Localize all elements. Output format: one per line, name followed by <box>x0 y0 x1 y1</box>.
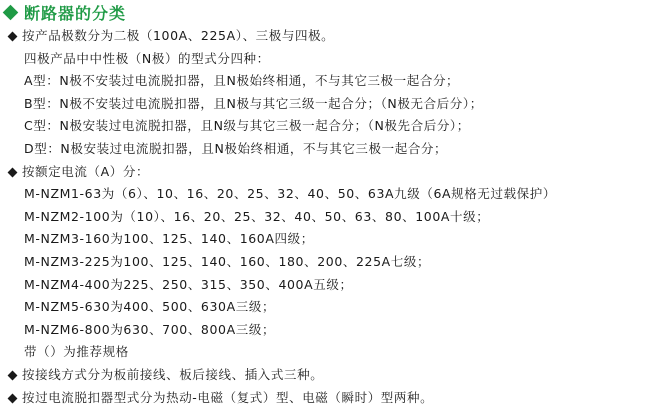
list-item <box>0 228 650 251</box>
list-item <box>0 48 650 71</box>
list-item-text: 四极产品中中性极（N极）的型式分四种： <box>24 51 270 66</box>
list-item <box>0 341 650 364</box>
bullet-diamond-icon <box>8 370 18 380</box>
list-item <box>0 364 650 387</box>
list-item-text: 按接线方式分为板前接线、板后接线、插入式三种。 <box>22 367 323 382</box>
list-item-text: M-NZM2-100为（10）、16、20、25、32、40、50、63、80、100A十级； <box>24 209 489 224</box>
list-item <box>0 138 650 161</box>
list-item <box>0 274 650 297</box>
list-item-text: M-NZM6-800为630、700、800A三级； <box>24 322 275 337</box>
list-item <box>0 206 650 229</box>
section-title: 断路器的分类 <box>24 1 126 24</box>
list-item-text: A型：N极不安装过电流脱扣器，且N极始终相通，不与其它三极一起合分； <box>24 73 459 88</box>
list-item-text: 带（）为推荐规格 <box>24 344 129 359</box>
list-item-text: M-NZM3-225为100、125、140、160、180、200、225A七级； <box>24 254 430 269</box>
list-item <box>0 251 650 274</box>
list-item <box>0 70 650 93</box>
list-item-text: M-NZM4-400为225、250、315、350、400A五级； <box>24 277 353 292</box>
list-item-text: M-NZM5-630为400、500、630A三级； <box>24 299 275 314</box>
classification-list <box>0 25 650 409</box>
list-item-text: M-NZM3-160为100、125、140、160A四级； <box>24 231 314 246</box>
list-item <box>0 183 650 206</box>
bullet-diamond-icon <box>8 167 18 177</box>
bullet-diamond-icon <box>8 393 18 403</box>
bullet-diamond-icon <box>8 32 18 42</box>
list-item-text: D型：N极安装过电流脱扣器，且N极始终相通，不与其它三极一起合分； <box>24 141 447 156</box>
list-item <box>0 387 650 409</box>
list-item-text: M-NZM1-63为（6）、10、16、20、25、32、40、50、63A九级（6A规格无过载保护） <box>24 186 556 201</box>
list-item <box>0 115 650 138</box>
green-diamond-icon <box>3 4 19 20</box>
list-item-text: B型：N极不安装过电流脱扣器，且N极与其它三级一起合分；（N极无合后分）； <box>24 96 483 111</box>
list-item-text: C型：N极安装过电流脱扣器，且N级与其它三极一起合分；（N极先合后分）； <box>24 118 470 133</box>
list-item-text: 按产品极数分为二极（100A、225A）、三极与四极。 <box>22 28 334 43</box>
list-item <box>0 93 650 116</box>
list-item <box>0 25 650 48</box>
section-heading <box>2 2 126 22</box>
list-item <box>0 319 650 342</box>
list-item-text: 按额定电流（A）分： <box>22 164 149 179</box>
list-item-text: 按过电流脱扣器型式分为热动-电磁（复式）型、电磁（瞬时）型两种。 <box>22 390 433 405</box>
list-item <box>0 296 650 319</box>
list-item <box>0 161 650 184</box>
